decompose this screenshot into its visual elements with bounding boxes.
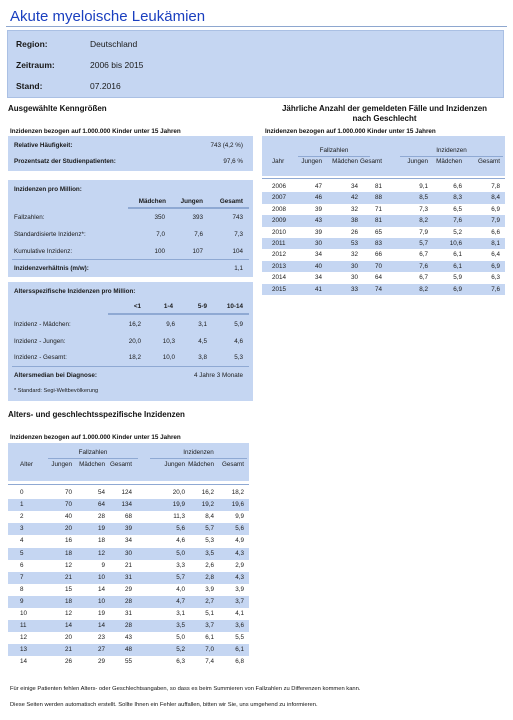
table-cell: 2014 xyxy=(272,274,287,282)
table-cell: 54 xyxy=(97,489,105,496)
median-value: 4 Jahre 3 Monate xyxy=(193,372,243,379)
table-cell: 40 xyxy=(64,513,72,521)
table-cell: 5,7 xyxy=(176,573,185,581)
table-row xyxy=(8,644,249,656)
table-cell: 64 xyxy=(374,274,382,282)
table-cell: 6,9 xyxy=(491,205,500,213)
table-cell: 19,9 xyxy=(172,501,185,509)
table-cell: 30 xyxy=(314,240,322,247)
cell: 100 xyxy=(154,248,165,255)
table-cell: 18 xyxy=(64,549,72,557)
row-label: Inzidenz - Gesamt: xyxy=(14,354,67,361)
table-cell: 2012 xyxy=(272,251,287,259)
table-cell: 20,0 xyxy=(172,489,185,496)
period-label: Zeitraum: xyxy=(16,60,55,70)
table-cell: 4,9 xyxy=(235,537,244,545)
divider xyxy=(128,208,249,209)
table-cell: 11,3 xyxy=(173,513,185,521)
rel-label: Relative Häufigkeit: xyxy=(14,142,73,149)
cell: 18,2 xyxy=(128,354,141,361)
row-label: Inzidenz - Jungen: xyxy=(14,338,66,345)
table-cell: 10 xyxy=(20,610,28,617)
title-divider xyxy=(6,26,507,27)
table-cell: 42 xyxy=(350,194,358,202)
column-header: Gesamt xyxy=(359,158,382,165)
table-cell: 7,4 xyxy=(205,658,214,666)
group-header-cases: Fallzahlen xyxy=(319,147,349,154)
table-cell: 4,6 xyxy=(176,537,185,545)
table-cell: 46 xyxy=(314,194,322,202)
table-cell: 81 xyxy=(374,183,382,190)
table-row xyxy=(8,535,249,547)
period-value: 2006 bis 2015 xyxy=(90,60,144,70)
table-cell: 5,0 xyxy=(176,549,185,557)
status-value: 07.2016 xyxy=(90,81,121,91)
table-cell: 2,8 xyxy=(205,573,214,581)
table-cell: 65 xyxy=(374,228,382,236)
table-cell: 81 xyxy=(374,217,382,225)
table-cell: 2,6 xyxy=(205,561,214,569)
table-cell: 7,8 xyxy=(491,183,500,190)
table-cell: 5,6 xyxy=(235,525,244,533)
table-row xyxy=(8,656,249,668)
page-title: Akute myeloische Leukämien xyxy=(10,8,206,25)
annual-table xyxy=(262,136,505,300)
table-cell: 6,1 xyxy=(453,251,462,259)
table-cell: 7,3 xyxy=(419,205,428,213)
table-row xyxy=(262,249,505,260)
group-header-cases: Fallzahlen xyxy=(78,449,108,456)
table-cell: 19,6 xyxy=(231,501,244,509)
table-cell: 2007 xyxy=(272,194,287,202)
table-cell: 32 xyxy=(350,205,358,213)
table-cell: 5,2 xyxy=(176,646,185,654)
table-cell: 7,0 xyxy=(205,646,214,654)
table-row xyxy=(8,523,249,535)
table-row xyxy=(262,204,505,215)
row-label: Kumulative Inzidenz: xyxy=(14,248,73,255)
table-cell: 9,1 xyxy=(419,183,428,190)
table-cell: 9 xyxy=(20,597,24,605)
table-cell: 64 xyxy=(97,501,105,509)
cell: 20,0 xyxy=(128,338,141,345)
column-header: Mädchen xyxy=(436,158,462,165)
column-header: Jungen xyxy=(164,461,185,468)
status-label: Stand: xyxy=(16,81,43,91)
table-cell: 39 xyxy=(314,228,322,236)
table-cell: 43 xyxy=(124,634,132,642)
table-cell: 88 xyxy=(374,194,382,202)
column-header: Mädchen xyxy=(188,461,214,468)
cell: 7,3 xyxy=(234,231,243,238)
table-cell: 18 xyxy=(97,537,105,545)
agesex-heading: Alters- und geschlechtsspezifische Inzidenzen xyxy=(8,410,185,419)
table-cell: 3,7 xyxy=(235,597,244,605)
table-cell: 70 xyxy=(374,262,382,270)
table-cell: 30 xyxy=(350,274,358,282)
column-header: Jungen xyxy=(301,158,322,165)
group-underline xyxy=(400,156,503,157)
table-cell: 3 xyxy=(20,525,24,533)
group-header-incidences: Inzidenzen xyxy=(436,147,467,154)
table-cell: 68 xyxy=(124,513,132,521)
annual-heading-line2: nach Geschlecht xyxy=(352,114,417,123)
table-cell: 18 xyxy=(64,597,72,605)
agesex-table xyxy=(8,443,249,667)
table-cell: 7 xyxy=(20,573,24,581)
table-cell: 26 xyxy=(64,658,72,666)
table-cell: 6,6 xyxy=(491,228,500,236)
age-specific-box xyxy=(8,282,253,401)
table-cell: 134 xyxy=(121,501,132,509)
age-col-1-4: 1-4 xyxy=(163,303,173,310)
cell: 9,6 xyxy=(166,321,175,328)
table-cell: 16 xyxy=(64,537,72,545)
table-cell: 28 xyxy=(124,622,132,630)
table-cell: 15 xyxy=(64,585,72,593)
table-cell: 19 xyxy=(97,525,105,533)
table-row xyxy=(8,584,249,596)
table-cell: 4,1 xyxy=(235,610,244,617)
table-cell: 33 xyxy=(350,285,358,293)
table-cell: 14 xyxy=(20,658,28,666)
table-cell: 12 xyxy=(97,549,105,557)
table-cell: 4 xyxy=(20,537,24,545)
cell: 393 xyxy=(192,214,203,221)
col-header-jungen: Jungen xyxy=(180,198,203,205)
age-col-5-9: 5-9 xyxy=(197,303,207,310)
table-cell: 3,9 xyxy=(235,585,244,593)
table-cell: 38 xyxy=(350,217,358,225)
table-cell: 5,7 xyxy=(205,525,214,533)
table-cell: 6,8 xyxy=(235,658,244,666)
cell: 104 xyxy=(232,248,243,255)
region-value: Deutschland xyxy=(90,39,138,49)
table-cell: 2 xyxy=(20,513,24,521)
table-cell: 6,1 xyxy=(453,262,462,270)
table-cell: 27 xyxy=(97,646,105,654)
table-cell: 5,9 xyxy=(453,274,462,282)
table-cell: 21 xyxy=(64,646,72,654)
table-cell: 7,9 xyxy=(419,228,428,236)
table-cell: 5,5 xyxy=(235,634,244,642)
column-header: Jungen xyxy=(51,461,72,468)
table-cell: 2,7 xyxy=(205,597,214,605)
group-underline xyxy=(298,156,370,157)
rel-value: 743 (4,2 %) xyxy=(210,142,243,149)
cell: 10,3 xyxy=(162,338,175,345)
annual-heading-line1: Jährliche Anzahl der gemeldeten Fälle und Inzidenzen xyxy=(281,104,488,113)
divider xyxy=(108,314,249,315)
table-cell: 55 xyxy=(124,658,132,666)
table-row xyxy=(8,548,249,560)
table-cell: 31 xyxy=(124,573,132,581)
col-header-maedchen: Mädchen xyxy=(138,198,166,205)
table-cell: 30 xyxy=(124,549,132,557)
table-cell: 14 xyxy=(97,585,105,593)
table-cell: 29 xyxy=(97,658,105,666)
table-cell: 3,6 xyxy=(235,622,244,630)
group-underline xyxy=(150,458,247,459)
per-million-heading: Inzidenzen pro Million: xyxy=(14,186,82,193)
table-cell: 8,1 xyxy=(491,240,500,247)
table-cell: 4,0 xyxy=(176,585,185,593)
table-cell: 28 xyxy=(124,597,132,605)
cell: 5,3 xyxy=(234,354,243,361)
table-row xyxy=(262,192,505,203)
table-cell: 6,5 xyxy=(453,205,462,213)
divider xyxy=(12,259,249,260)
footer-note-2: Diese Seiten werden automatisch erstellt. Sollte Ihnen ein Fehler auffallen, bitten wir Sie, uns umgehend zu informieren. xyxy=(10,702,318,708)
table-row xyxy=(8,632,249,644)
table-cell: 70 xyxy=(64,489,72,496)
table-row xyxy=(262,284,505,295)
table-cell: 40 xyxy=(314,262,322,270)
table-row xyxy=(262,227,505,238)
row-label: Inzidenz - Mädchen: xyxy=(14,321,71,328)
table-row xyxy=(8,596,249,608)
table-cell: 12 xyxy=(64,610,72,617)
row-label: Fallzahlen: xyxy=(14,214,45,221)
table-cell: 4,3 xyxy=(235,573,244,581)
table-cell: 5,0 xyxy=(176,634,185,642)
table-cell: 66 xyxy=(374,251,382,259)
pct-label: Prozentsatz der Studienpatienten: xyxy=(14,158,116,165)
column-header: Gesamt xyxy=(109,461,132,468)
ratio-value: 1,1 xyxy=(234,265,243,272)
column-header: Mädchen xyxy=(79,461,105,468)
table-cell: 5,7 xyxy=(419,240,428,247)
kenngroessen-heading: Ausgewählte Kenngrößen xyxy=(8,104,107,113)
cell: 3,1 xyxy=(198,321,207,328)
table-cell: 71 xyxy=(374,205,382,213)
table-cell: 6,3 xyxy=(176,658,185,666)
column-header: Jahr xyxy=(272,158,285,165)
table-cell: 21 xyxy=(124,561,132,569)
table-cell: 30 xyxy=(350,262,358,270)
cell: 350 xyxy=(154,214,165,221)
cell: 7,6 xyxy=(194,231,203,238)
table-cell: 10,6 xyxy=(449,240,462,247)
group-header-incidences: Inzidenzen xyxy=(183,449,214,456)
table-cell: 6,4 xyxy=(491,251,500,259)
table-cell: 5 xyxy=(20,549,24,557)
agesex-subheading: Inzidenzen bezogen auf 1.000.000 Kinder unter 15 Jahren xyxy=(10,434,181,441)
table-cell: 6 xyxy=(20,561,24,569)
table-row xyxy=(8,620,249,632)
table-cell: 3,7 xyxy=(205,622,214,630)
table-cell: 48 xyxy=(124,646,132,654)
footnote: * Standard: Segi-Weltbevölkerung xyxy=(14,388,99,394)
table-cell: 6,1 xyxy=(205,634,214,642)
table-cell: 3,5 xyxy=(205,549,214,557)
table-cell: 7,6 xyxy=(491,285,500,293)
table-cell: 8 xyxy=(20,585,24,593)
table-cell: 16,2 xyxy=(201,489,214,496)
row-label: Standardisierte Inzidenz*: xyxy=(14,231,86,238)
table-cell: 11 xyxy=(20,622,27,630)
table-cell: 9 xyxy=(101,561,105,569)
ratio-label: Inzidenzverhältnis (m/w): xyxy=(14,265,89,272)
table-cell: 70 xyxy=(64,501,72,509)
median-label: Altersmedian bei Diagnose: xyxy=(14,372,97,379)
table-cell: 34 xyxy=(314,274,322,282)
table-header xyxy=(8,443,249,481)
table-cell: 5,6 xyxy=(176,525,185,533)
table-cell: 13 xyxy=(20,646,28,654)
table-cell: 14 xyxy=(64,622,72,630)
table-cell: 32 xyxy=(350,251,358,259)
table-row xyxy=(8,560,249,572)
per-million-box xyxy=(8,180,253,277)
table-cell: 41 xyxy=(314,285,322,293)
cell: 5,9 xyxy=(234,321,243,328)
table-row xyxy=(262,272,505,283)
table-row xyxy=(262,181,505,192)
table-cell: 6,3 xyxy=(491,274,500,282)
table-cell: 34 xyxy=(314,251,322,259)
divider xyxy=(12,366,249,367)
table-cell: 5,3 xyxy=(205,537,214,545)
column-header: Gesamt xyxy=(477,158,500,165)
relative-frequency-box xyxy=(8,136,253,171)
age-heading: Altersspezifische Inzidenzen pro Million: xyxy=(14,288,136,295)
table-cell: 39 xyxy=(124,525,132,533)
table-cell: 53 xyxy=(350,240,358,247)
pct-value: 97,6 % xyxy=(223,158,243,165)
column-header: Mädchen xyxy=(332,158,358,165)
table-cell: 8,5 xyxy=(419,194,428,202)
table-cell: 6,9 xyxy=(453,285,462,293)
table-cell: 10 xyxy=(97,573,105,581)
table-cell: 10 xyxy=(97,597,105,605)
divider xyxy=(8,484,249,485)
table-cell: 20 xyxy=(64,525,72,533)
cell: 10,0 xyxy=(162,354,175,361)
cell: 7,0 xyxy=(156,231,165,238)
column-header: Gesamt xyxy=(221,461,244,468)
table-cell: 3,9 xyxy=(205,585,214,593)
table-cell: 2011 xyxy=(272,240,286,247)
footer-note-1: Für einige Patienten fehlen Alters- oder Geschlechtsangaben, so dass es beim Summieren von Fallzahlen zu Differenzen kommen kann. xyxy=(10,686,361,692)
annual-heading xyxy=(262,104,507,124)
table-cell: 7,6 xyxy=(419,262,428,270)
table-cell: 43 xyxy=(314,217,322,225)
column-header: Alter xyxy=(20,461,33,468)
table-cell: 19,2 xyxy=(201,501,214,509)
table-cell: 28 xyxy=(97,513,105,521)
table-row xyxy=(8,487,249,499)
annual-subheading: Inzidenzen bezogen auf 1.000.000 Kinder unter 15 Jahren xyxy=(265,128,436,135)
table-cell: 20 xyxy=(64,634,72,642)
table-cell: 4,7 xyxy=(176,597,185,605)
table-cell: 31 xyxy=(124,610,132,617)
table-cell: 5,2 xyxy=(453,228,462,236)
table-cell: 29 xyxy=(124,585,132,593)
table-cell: 47 xyxy=(314,183,322,190)
table-cell: 6,9 xyxy=(491,262,500,270)
table-cell: 6,7 xyxy=(419,274,428,282)
table-cell: 21 xyxy=(64,573,72,581)
table-row xyxy=(262,215,505,226)
table-row xyxy=(262,238,505,249)
table-cell: 2008 xyxy=(272,205,287,213)
table-cell: 34 xyxy=(350,183,358,190)
table-cell: 3,1 xyxy=(176,610,185,617)
table-cell: 2010 xyxy=(272,228,287,236)
table-cell: 5,1 xyxy=(205,610,214,617)
age-col-under1: <1 xyxy=(133,303,141,310)
table-cell: 8,2 xyxy=(419,217,428,225)
table-cell: 6,6 xyxy=(453,183,462,190)
table-cell: 34 xyxy=(124,537,132,545)
table-cell: 2006 xyxy=(272,183,287,190)
table-cell: 2015 xyxy=(272,285,287,293)
table-cell: 2013 xyxy=(272,262,287,270)
table-cell: 14 xyxy=(97,622,105,630)
age-col-10-14: 10-14 xyxy=(226,303,243,310)
table-cell: 23 xyxy=(97,634,105,642)
cell: 743 xyxy=(232,214,243,221)
cell: 4,5 xyxy=(198,338,207,345)
table-cell: 8,4 xyxy=(491,194,500,202)
table-cell: 3,3 xyxy=(176,561,185,569)
table-cell: 7,9 xyxy=(491,217,500,225)
meta-panel xyxy=(7,30,504,98)
cell: 16,2 xyxy=(128,321,141,328)
column-header: Jungen xyxy=(407,158,428,165)
divider xyxy=(262,178,505,179)
cell: 3,8 xyxy=(198,354,207,361)
table-row xyxy=(8,499,249,511)
table-cell: 12 xyxy=(64,561,72,569)
table-row xyxy=(262,261,505,272)
table-cell: 8,2 xyxy=(419,285,428,293)
group-underline xyxy=(48,458,138,459)
table-cell: 74 xyxy=(374,285,382,293)
table-cell: 0 xyxy=(20,489,24,496)
table-cell: 83 xyxy=(374,240,382,247)
table-row xyxy=(8,511,249,523)
table-cell: 4,3 xyxy=(235,549,244,557)
table-cell: 2009 xyxy=(272,217,287,225)
table-cell: 39 xyxy=(314,205,322,213)
table-header xyxy=(262,136,505,176)
cell: 107 xyxy=(192,248,203,255)
table-cell: 6,1 xyxy=(235,646,244,654)
region-label: Region: xyxy=(16,39,48,49)
table-cell: 8,3 xyxy=(453,194,462,202)
table-cell: 12 xyxy=(20,634,28,642)
table-cell: 124 xyxy=(121,489,132,496)
table-row xyxy=(8,572,249,584)
table-cell: 26 xyxy=(350,228,358,236)
table-cell: 8,4 xyxy=(205,513,214,521)
table-row xyxy=(8,608,249,620)
table-cell: 7,6 xyxy=(453,217,462,225)
table-cell: 1 xyxy=(20,501,24,509)
table-cell: 9,9 xyxy=(235,513,244,521)
table-cell: 6,7 xyxy=(419,251,428,259)
table-cell: 2,9 xyxy=(235,561,244,569)
col-header-gesamt: Gesamt xyxy=(219,198,243,205)
kenngroessen-subheading: Inzidenzen bezogen auf 1.000.000 Kinder unter 15 Jahren xyxy=(10,128,181,135)
table-cell: 18,2 xyxy=(231,489,244,496)
cell: 4,6 xyxy=(234,338,243,345)
table-cell: 19 xyxy=(97,610,105,617)
table-cell: 3,5 xyxy=(176,622,185,630)
